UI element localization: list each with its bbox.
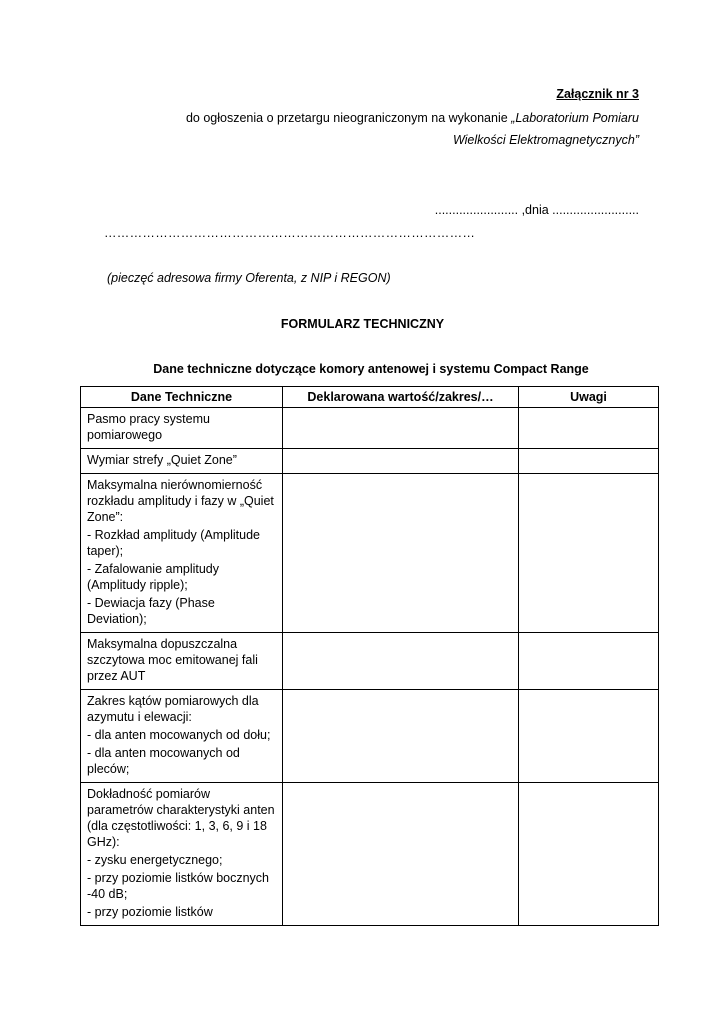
parameter-text: - Zafalowanie amplitudy (Amplitudy ripple); (87, 562, 220, 592)
form-title: FORMULARZ TECHNICZNY (280, 317, 445, 331)
header-remarks: Uwagi (519, 387, 659, 408)
parameter-text: Zakres kątów pomiarowych dla azymutu i elewacji: (87, 694, 259, 724)
technical-parameter-cell (81, 408, 283, 449)
parameter-text: - dla anten mocowanych od pleców; (87, 746, 240, 776)
table-row (81, 474, 659, 633)
table-row (81, 690, 659, 783)
parameter-text: Dokładność pomiarów parametrów charakterystyki anten (dla częstotliwości: 1, 3, 6, 9 i 18 GHz): (87, 787, 275, 849)
table-row (81, 408, 659, 449)
technical-parameter-cell (81, 690, 283, 783)
technical-parameter-cell (81, 783, 283, 926)
header-declared-value: Deklarowana wartość/zakres/… (283, 387, 519, 408)
parameter-text: Wymiar strefy „Quiet Zone” (87, 453, 237, 467)
declared-value-cell[interactable] (283, 449, 519, 474)
parameter-text: - Rozkład amplitudy (Amplitude taper); (87, 528, 260, 558)
remarks-cell[interactable] (519, 408, 659, 449)
announcement-reference (186, 111, 639, 125)
remarks-cell[interactable] (519, 690, 659, 783)
remarks-cell[interactable] (519, 783, 659, 926)
place-date-line: ........................ ,dnia ......................... (434, 203, 639, 217)
declared-value-cell[interactable] (283, 633, 519, 690)
remarks-cell[interactable] (519, 449, 659, 474)
technical-data-table (80, 386, 659, 926)
parameter-text: Maksymalna dopuszczalna szczytowa moc emitowanej fali przez AUT (87, 637, 258, 683)
parameter-text: - zysku energetycznego; (87, 853, 223, 867)
header-technical-data: Dane Techniczne (81, 387, 283, 408)
annex-number: Załącznik nr 3 (556, 87, 639, 101)
table-row (81, 783, 659, 926)
declared-value-cell[interactable] (283, 408, 519, 449)
parameter-text: - przy poziomie listków bocznych -40 dB; (87, 871, 270, 901)
table-row (81, 633, 659, 690)
address-dotted-line: …………………………………………………………………………… (104, 226, 476, 240)
remarks-cell[interactable] (519, 633, 659, 690)
table-caption: Dane techniczne dotyczące komory antenowej i systemu Compact Range (153, 362, 589, 376)
table-header-row (81, 387, 659, 408)
project-name-part-1: „Laboratorium Pomiaru (511, 111, 639, 125)
technical-parameter-cell (81, 474, 283, 633)
parameter-text: - przy poziomie listków (87, 905, 213, 919)
announcement-prefix: do ogłoszenia o przetargu nieograniczonym na wykonanie (185, 111, 512, 125)
technical-parameter-cell (81, 633, 283, 690)
parameter-text: - dla anten mocowanych od dołu; (87, 728, 271, 742)
remarks-cell[interactable] (519, 474, 659, 633)
company-stamp-note: (pieczęć adresowa firmy Oferenta, z NIP i REGON) (107, 271, 391, 285)
parameter-text: - Dewiacja fazy (Phase Deviation); (87, 596, 215, 626)
parameter-text: Maksymalna nierównomierność rozkładu amplitudy i fazy w „Quiet Zone”: (87, 478, 274, 524)
project-name-part-2: Wielkości Elektromagnetycznych” (452, 133, 639, 147)
declared-value-cell[interactable] (283, 783, 519, 926)
declared-value-cell[interactable] (283, 474, 519, 633)
declared-value-cell[interactable] (283, 690, 519, 783)
table-row (81, 449, 659, 474)
parameter-text: Pasmo pracy systemu pomiarowego (87, 412, 210, 442)
technical-parameter-cell (81, 449, 283, 474)
